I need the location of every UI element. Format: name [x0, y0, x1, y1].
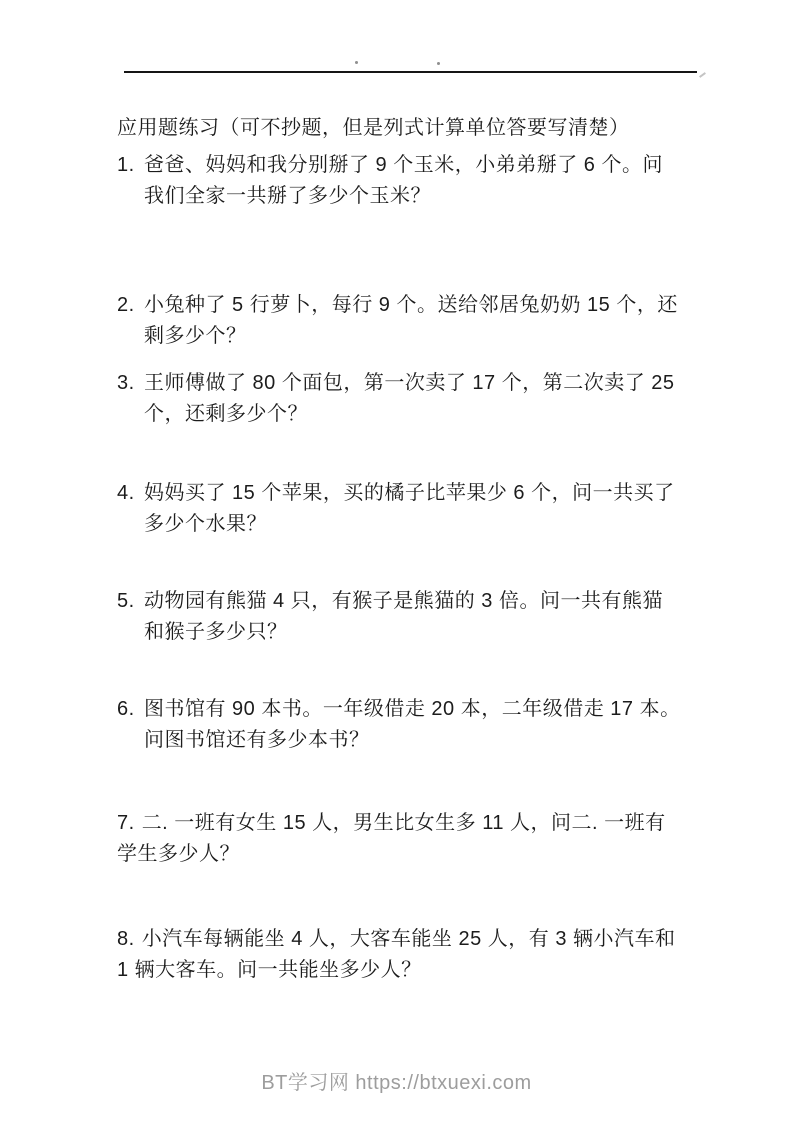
- footer-watermark: [0, 1066, 793, 1095]
- problem-text: 二. 一班有女生 15 人，男生比女生多 11 人，问二. 一班有学生多少人？: [117, 812, 666, 865]
- problem-text: 小兔种了 5 行萝卜，每行 9 个。送给邻居兔奶奶 15 个，还剩多少个？: [144, 294, 678, 347]
- problem-7: [117, 808, 681, 870]
- footer-text: BT学习网 https://btxuexi.com: [261, 1072, 532, 1094]
- problem-6: [117, 694, 681, 756]
- problem-1: [117, 150, 681, 212]
- problem-text: 图书馆有 90 本书。一年级借走 20 本，二年级借走 17 本。问图书馆还有多少本书？: [144, 698, 681, 751]
- scan-artifact-mark: [699, 72, 706, 78]
- problem-number: 6.: [117, 698, 135, 720]
- problem-3: [117, 368, 681, 430]
- problem-text: 小汽车每辆能坐 4 人，大客车能坐 25 人，有 3 辆小汽车和 1 辆大客车。问一共能坐多少人？: [117, 928, 676, 981]
- scan-artifact-dot: [355, 61, 358, 64]
- problem-text: 王师傅做了 80 个面包，第一次卖了 17 个，第二次卖了 25 个，还剩多少个？: [144, 372, 675, 425]
- problem-number: 7.: [117, 812, 135, 834]
- problem-number: 1.: [117, 154, 135, 176]
- problem-number: 3.: [117, 372, 135, 394]
- problem-number: 8.: [117, 928, 135, 950]
- problem-4: [117, 478, 681, 540]
- problem-text: 动物园有熊猫 4 只，有猴子是熊猫的 3 倍。问一共有熊猫和猴子多少只？: [144, 590, 663, 643]
- problem-text: 妈妈买了 15 个苹果，买的橘子比苹果少 6 个，问一共买了多少个水果？: [144, 482, 675, 535]
- worksheet-title: 应用题练习（可不抄题，但是列式计算单位答要写清楚）: [117, 117, 630, 139]
- problem-number: 4.: [117, 482, 135, 504]
- header-rule: [124, 71, 697, 73]
- scan-artifact-dot: [437, 62, 440, 65]
- problem-2: [117, 290, 681, 352]
- problem-5: [117, 586, 681, 648]
- problem-number: 2.: [117, 294, 135, 316]
- problem-8: [117, 924, 681, 986]
- problem-text: 爸爸、妈妈和我分别掰了 9 个玉米，小弟弟掰了 6 个。问我们全家一共掰了多少个玉米？: [144, 154, 663, 207]
- problem-number: 5.: [117, 590, 135, 612]
